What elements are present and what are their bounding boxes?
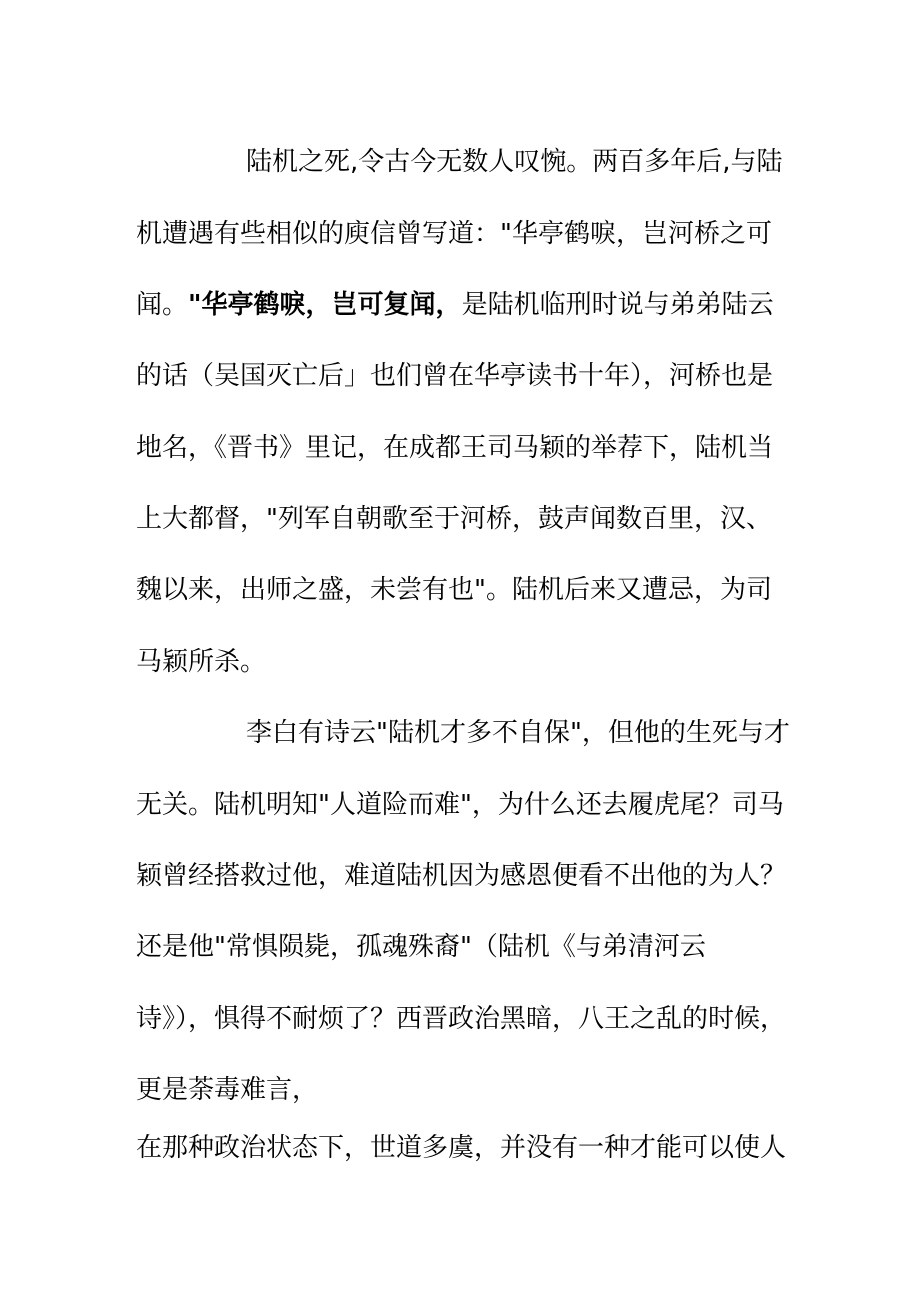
paragraph-1-line-1: 陆机之死,令古今无数人叹惋。两百多年后,与陆 xyxy=(246,147,783,177)
paragraph-1-line-7: 魏以来，出师之盛，未尝有也"。陆机后来又遭忌，为司 xyxy=(136,575,772,605)
bold-quote: "华亭鹤唳，岂可复闻， xyxy=(188,290,462,320)
paragraph-2-line-4: 还是他"常惧陨毙，孤魂殊裔"（陆机《与弟清河云 xyxy=(136,932,706,962)
text-span: 是陆机临刑时说与弟弟陆云 xyxy=(461,290,774,320)
paragraph-2-line-6: 更是荼毒难言， xyxy=(136,1075,319,1105)
paragraph-1-line-6: 上大都督，"列军自朝歌至于河桥，鼓声闻数百里，汉、 xyxy=(136,504,772,534)
paragraph-2-line-5: 诗》），惧得不耐烦了？西晋政治黑暗，八王之乱的时候， xyxy=(136,1004,787,1034)
paragraph-2-line-2: 无关。陆机明知"人道险而难"，为什么还去履虎尾？司马 xyxy=(136,790,784,820)
paragraph-1-line-2: 机遭遇有些相似的庾信曾写道："华亭鹤唳，岂河桥之可 xyxy=(136,219,772,249)
paragraph-2-line-1: 李白有诗云"陆机才多不自保"，但他的生死与才 xyxy=(246,718,790,748)
paragraph-1-line-4: 的话（吴国灭亡后」也们曾在华亭读书十年），河桥也是 xyxy=(136,361,774,391)
paragraph-3-line-1: 在那种政治状态下，世道多虞，并没有一种才能可以使人 xyxy=(136,1133,787,1163)
paragraph-1-line-3 xyxy=(136,289,796,321)
paragraph-1-line-5: 地名，《晋书》里记，在成都王司马颖的举荐下，陆机当 xyxy=(136,433,774,463)
paragraph-2-line-3: 颖曾经搭救过他，难道陆机因为感恩便看不出他的为人？ xyxy=(136,861,787,891)
paragraph-1-line-8: 马颖所杀。 xyxy=(136,647,267,677)
text-span: 闻。 xyxy=(136,290,189,320)
